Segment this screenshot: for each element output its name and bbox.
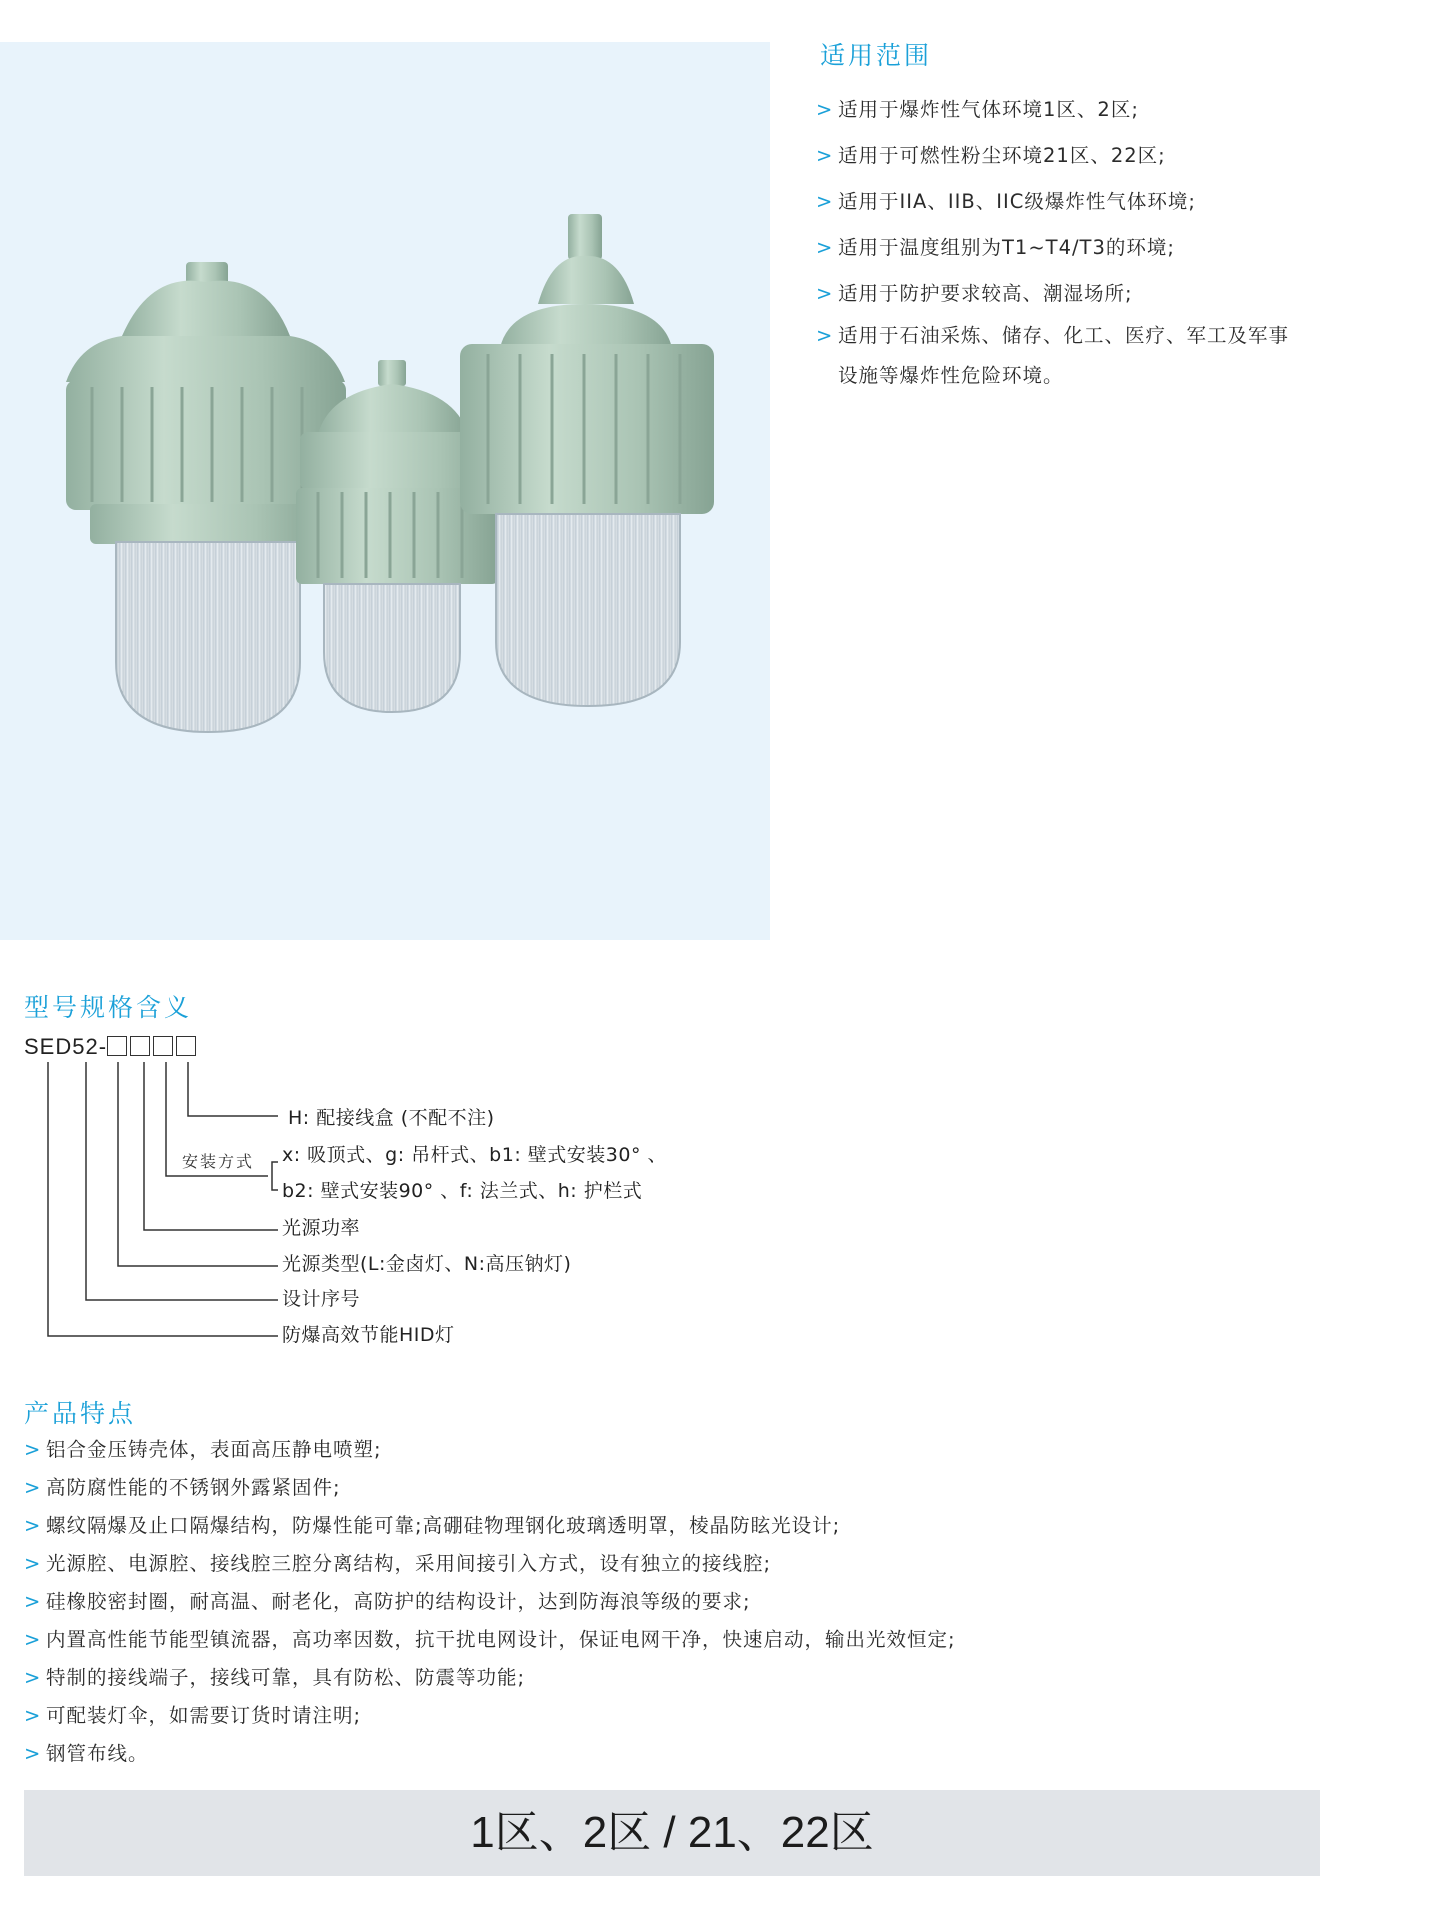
scope-item: > 适用于IIA、IIB、IIC级爆炸性气体环境; [816, 188, 1289, 234]
arrow-icon: > [24, 1514, 42, 1537]
scope-item: > 适用于可燃性粉尘环境21区、22区; [816, 142, 1289, 188]
arrow-icon: > [24, 1438, 42, 1461]
features-title: 产品特点 [24, 1399, 137, 1428]
arrow-icon: > [24, 1590, 42, 1613]
feature-item: > 内置高性能节能型镇流器，高功率因数，抗干扰电网设计，保证电网干净，快速启动，输出光效恒定; [24, 1626, 956, 1664]
scope-item: > 适用于温度组别为T1~T4/T3的环境; [816, 234, 1289, 280]
scope-item: > 适用于石油采炼、储存、化工、医疗、军工及军事 设施等爆炸性危险环境。 [816, 324, 1290, 387]
legend-item: 光源类型(L:金卤灯、N:高压钠灯) [282, 1253, 572, 1275]
legend-item: H: 配接线盒 (不配不注) [288, 1107, 495, 1129]
scope-item: > 适用于爆炸性气体环境1区、2区; [816, 96, 1289, 142]
legend-item: 光源功率 [282, 1217, 361, 1239]
arrow-icon: > [24, 1628, 42, 1651]
model-title: 型号规格含义 [24, 993, 193, 1022]
arrow-icon: > [816, 282, 834, 305]
scope-item: > 适用于防护要求较高、潮湿场所; [816, 280, 1289, 322]
install-method-label: 安装方式 [182, 1152, 255, 1171]
feature-item: > 特制的接线端子，接线可靠，具有防松、防震等功能; [24, 1664, 956, 1702]
arrow-icon: > [816, 190, 834, 213]
feature-item: > 可配装灯伞，如需要订货时请注明; [24, 1702, 956, 1740]
arrow-icon: > [24, 1476, 42, 1499]
arrow-icon: > [24, 1704, 42, 1727]
arrow-icon: > [816, 98, 834, 121]
feature-item: > 钢管布线。 [24, 1740, 956, 1778]
feature-item: > 硅橡胶密封圈，耐高温、耐老化，高防护的结构设计，达到防海浪等级的要求; [24, 1588, 956, 1626]
feature-item: > 螺纹隔爆及止口隔爆结构，防爆性能可靠;高硼硅物理钢化玻璃透明罩，棱晶防眩光设计; [24, 1512, 956, 1550]
scope-title: 适用范围 [820, 41, 933, 70]
feature-item: > 铝合金压铸壳体，表面高压静电喷塑; [24, 1436, 956, 1474]
arrow-icon: > [816, 324, 834, 347]
legend-item: b2: 壁式安装90° 、f: 法兰式、h: 护栏式 [282, 1180, 643, 1202]
zone-banner: 1区、2区 / 21、22区 [24, 1790, 1320, 1876]
feature-item: > 高防腐性能的不锈钢外露紧固件; [24, 1474, 956, 1512]
features-list [24, 1436, 956, 1778]
legend-item: 防爆高效节能HID灯 [282, 1324, 455, 1346]
arrow-icon: > [24, 1742, 42, 1765]
feature-item: > 光源腔、电源腔、接线腔三腔分离结构，采用间接引入方式，设有独立的接线腔; [24, 1550, 956, 1588]
arrow-icon: > [816, 236, 834, 259]
legend-item: x: 吸顶式、g: 吊杆式、b1: 壁式安装30° 、 [282, 1144, 667, 1166]
model-code: SED52- [24, 1034, 199, 1060]
arrow-icon: > [816, 144, 834, 167]
arrow-icon: > [24, 1552, 42, 1575]
legend-item: 设计序号 [282, 1288, 361, 1310]
arrow-icon: > [24, 1666, 42, 1689]
